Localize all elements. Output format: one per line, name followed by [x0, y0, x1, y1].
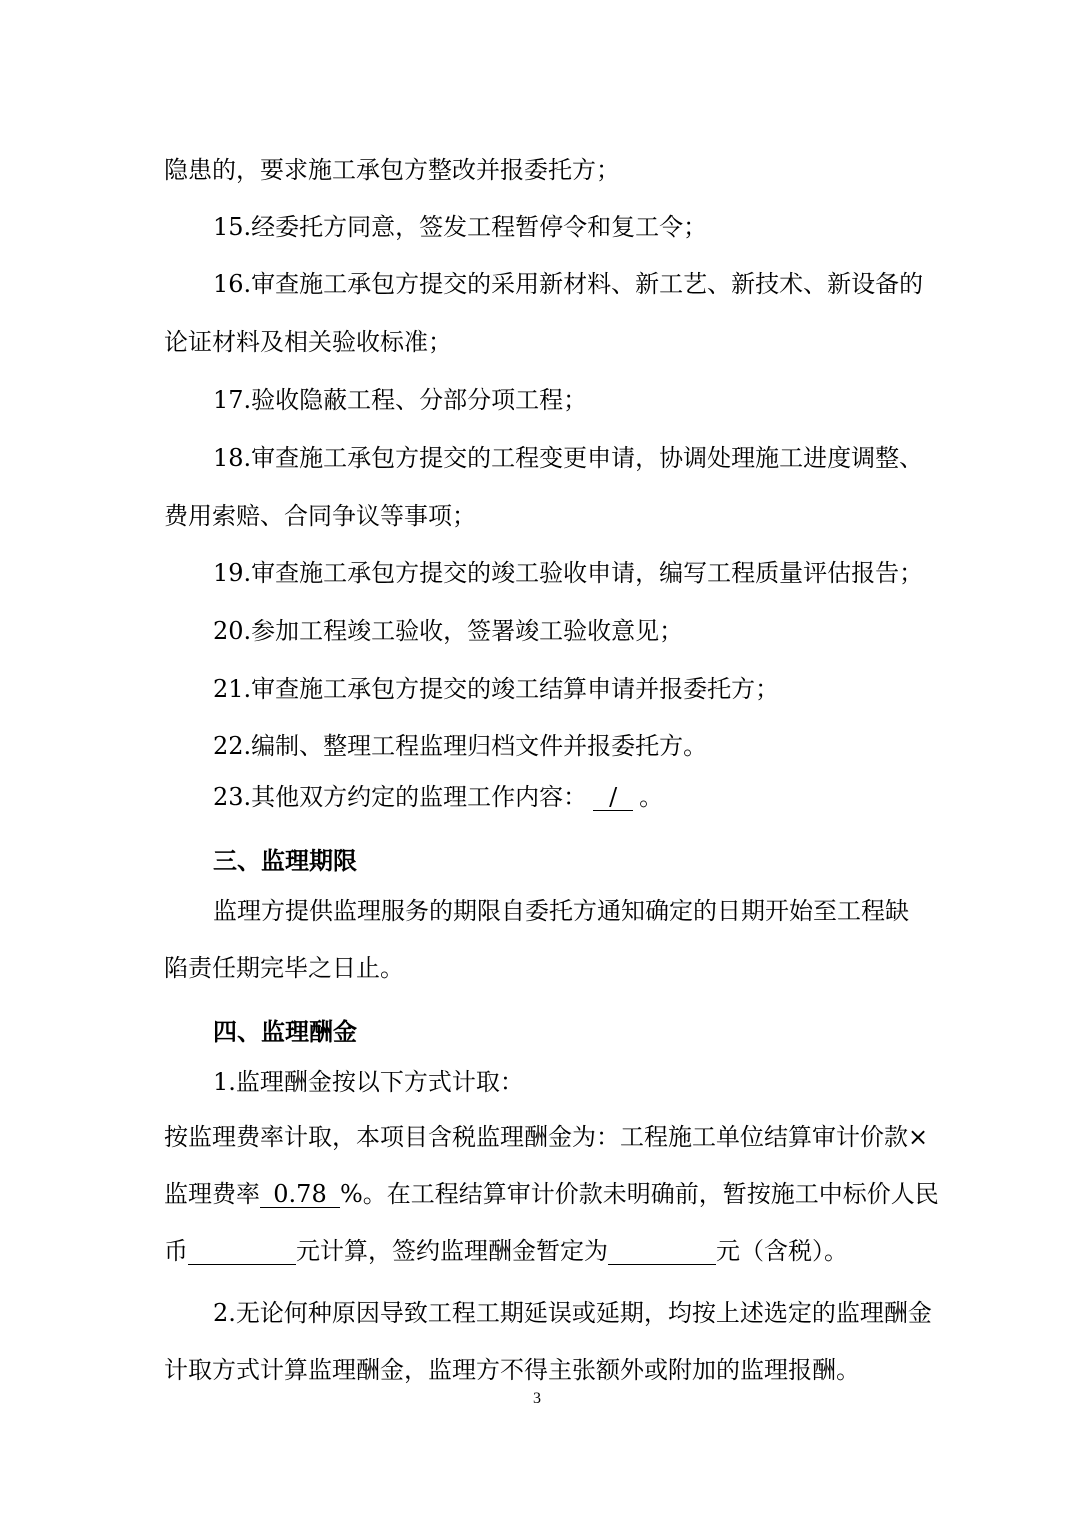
item-21: 21.审查施工承包方提交的竣工结算申请并报委托方；: [213, 675, 780, 703]
period-text-cont: 陷责任期完毕之日止。: [164, 954, 404, 982]
item-20: 20.参加工程竣工验收，签署竣工验收意见；: [213, 617, 684, 645]
fee-amount-mid: 元计算，签约监理酬金暂定为: [296, 1237, 608, 1265]
other-work-blank: /: [593, 784, 633, 811]
item-18-cont: 费用索赔、合同争议等事项；: [164, 502, 476, 530]
period-text: 监理方提供监理服务的期限自委托方通知确定的日期开始至工程缺: [213, 897, 909, 925]
fee-rate-suffix: %。在工程结算审计价款未明确前，暂按施工中标价人民: [340, 1180, 939, 1208]
fee-item-1: 1.监理酬金按以下方式计取：: [213, 1068, 524, 1096]
fee-rate-prefix: 监理费率: [164, 1180, 260, 1208]
section-heading-fee: 四、监理酬金: [213, 1018, 357, 1046]
item-22: 22.编制、整理工程监理归档文件并报委托方。: [213, 732, 708, 760]
item-16-cont: 论证材料及相关验收标准；: [164, 328, 452, 356]
item-18: 18.审查施工承包方提交的工程变更申请，协调处理施工进度调整、: [213, 444, 924, 472]
fee-item-2-cont: 计取方式计算监理酬金，监理方不得主张额外或附加的监理报酬。: [164, 1356, 860, 1384]
item-23-suffix: 。: [639, 783, 664, 811]
fee-rate-value: 0.78: [260, 1181, 340, 1208]
fee-item-2: 2.无论何种原因导致工程工期延误或延期，均按上述选定的监理酬金: [213, 1299, 932, 1327]
fee-amount-suffix: 元（含税）。: [716, 1237, 848, 1265]
item-16: 16.审查施工承包方提交的采用新材料、新工艺、新技术、新设备的: [213, 270, 924, 298]
fee-formula: 按监理费率计取，本项目含税监理酬金为：工程施工单位结算审计价款×: [164, 1123, 929, 1151]
item-15: 15.经委托方同意，签发工程暂停令和复工令；: [213, 213, 708, 241]
bid-price-blank: [188, 1238, 296, 1265]
item-17: 17.验收隐蔽工程、分部分项工程；: [213, 386, 588, 414]
item-19: 19.审查施工承包方提交的竣工验收申请，编写工程质量评估报告；: [213, 559, 924, 587]
page-number: 3: [533, 1390, 541, 1407]
fee-amount-prefix: 币: [164, 1237, 188, 1265]
item-23: [213, 781, 984, 813]
contract-fee-blank: [608, 1238, 716, 1265]
fee-rate-line: [164, 1178, 984, 1210]
fee-amount-line: [164, 1235, 984, 1267]
line-1: 隐患的，要求施工承包方整改并报委托方；: [164, 156, 620, 184]
section-heading-period: 三、监理期限: [213, 847, 357, 875]
item-23-prefix: 23.其他双方约定的监理工作内容：: [213, 783, 588, 811]
